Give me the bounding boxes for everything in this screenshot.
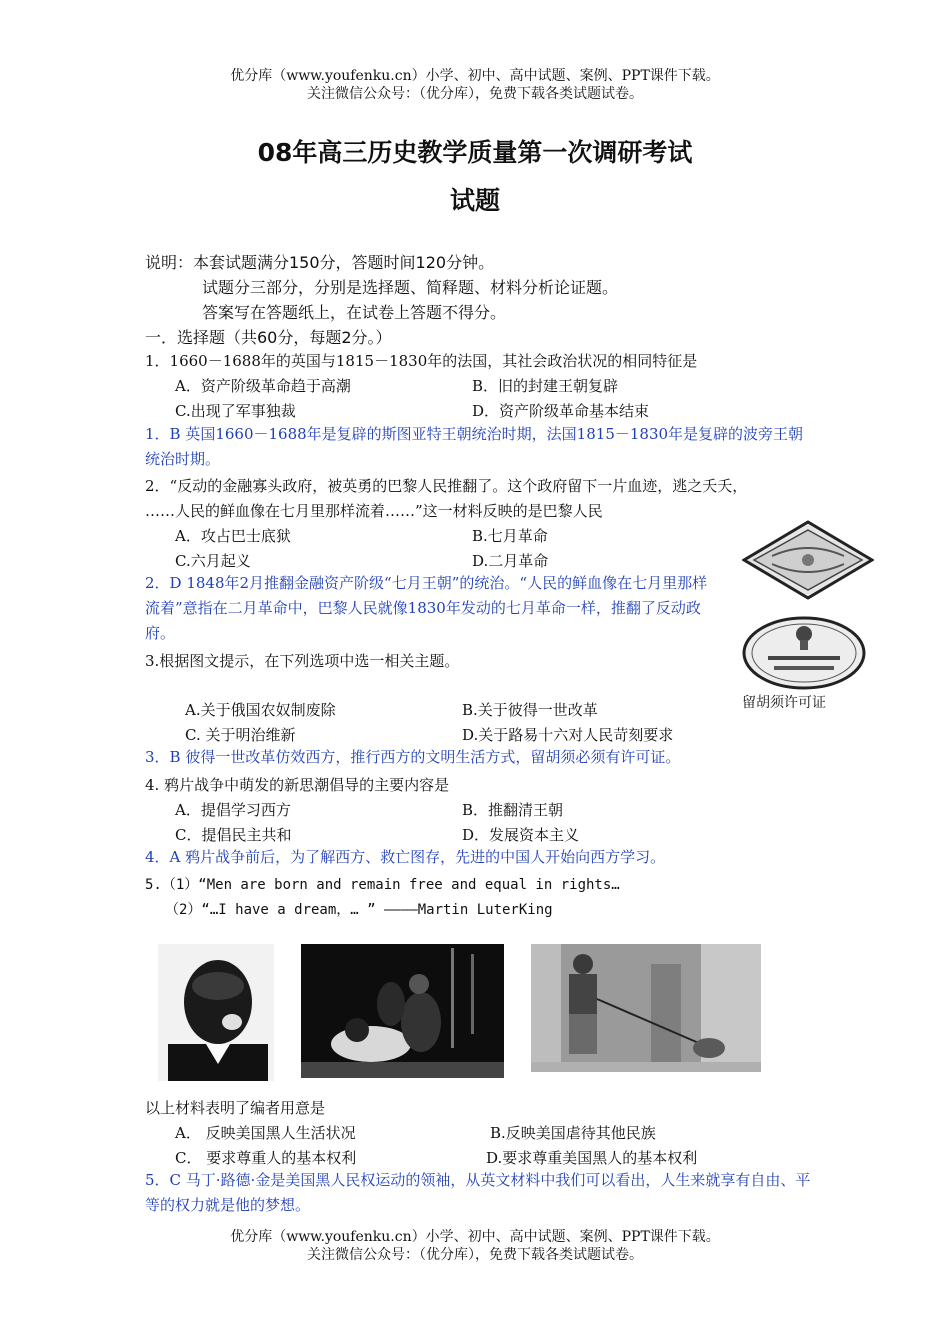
instruction-1: 说明：本套试题满分150分，答题时间120分钟。 — [145, 253, 495, 272]
footer-line-2: 关注微信公众号：（优分库），免费下载各类试题试卷。 — [307, 1247, 643, 1263]
photo-prison-abuse — [531, 944, 761, 1072]
q1-option-a: A．资产阶级革命趋于高潮 — [175, 377, 351, 395]
q2-option-c: C.六月起义 — [175, 552, 251, 570]
q2-stem-1: 2．“反动的金融寡头政府，被英勇的巴黎人民推翻了。这个政府留下一片血迹，逃之夭夭， — [145, 477, 748, 495]
page-subtitle: 试题 — [449, 186, 500, 215]
q4-option-d: D．发展资本主义 — [462, 826, 580, 844]
q2-answer: 2．D 1848年2月推翻金融资产阶级“七月王朝”的统治。“人民的鲜血像在七月里那样流着”意指在二月革命中，巴黎人民就像1830年发动的七月革命一样，推翻了反动政府。 — [145, 574, 708, 642]
section-heading: 一．选择题（共60分，每题2分。） — [145, 328, 392, 347]
q1-stem: 1．1660－1688年的英国与1815－1830年的法国，其社会政治状况的相同特征是 — [145, 352, 698, 370]
beard-token-diamond — [742, 520, 874, 600]
beard-license-caption: 留胡须许可证 — [742, 695, 826, 711]
q5-stem: 以上材料表明了编者用意是 — [145, 1099, 326, 1117]
header-line-2: 关注微信公众号：（优分库），免费下载各类试题试卷。 — [307, 86, 643, 102]
q4-answer: 4．A 鸦片战争前后，为了解西方、救亡图存，先进的中国人开始向西方学习。 — [145, 848, 666, 866]
photo-police-arrest — [301, 944, 504, 1078]
q5-option-c: C． 要求尊重人的基本权利 — [175, 1149, 357, 1167]
beard-token-round — [742, 616, 866, 690]
q5-option-d: D.要求尊重美国黑人的基本权利 — [486, 1149, 698, 1167]
q3-option-b: B.关于彼得一世改革 — [462, 701, 598, 719]
q4-option-b: B．推翻清王朝 — [462, 801, 564, 819]
q3-stem: 3.根据图文提示，在下列选项中选一相关主题。 — [145, 652, 460, 670]
q2-stem-2: ……人民的鲜血像在七月里那样流着……”这一材料反映的是巴黎人民 — [145, 502, 603, 520]
q1-answer: 1．B 英国1660－1688年是复辟的斯图亚特王朝统治时期，法国1815－1830年是复辟的波旁王朝统治时期。 — [145, 425, 804, 468]
q3-option-d: D.关于路易十六对人民苛刻要求 — [462, 726, 674, 744]
q3-option-c: C. 关于明治维新 — [185, 726, 296, 744]
page-title: 08年高三历史教学质量第一次调研考试 — [257, 138, 693, 167]
footer-line-1: 优分库（www.youfenku.cn）小学、初中、高中试题、案例、PPT课件下载。 — [230, 1229, 720, 1245]
q1-option-b: B．旧的封建王朝复辟 — [472, 377, 619, 395]
q2-option-b: B.七月革命 — [472, 527, 548, 545]
instruction-3: 答案写在答题纸上，在试卷上答题不得分。 — [202, 303, 507, 322]
instruction-2: 试题分三部分，分别是选择题、简释题、材料分析论证题。 — [202, 278, 619, 297]
q5-option-a: A． 反映美国黑人生活状况 — [175, 1124, 356, 1142]
q5-answer: 5．C 马丁·路德·金是美国黑人民权运动的领袖，从英文材料中我们可以看出，人生来就享有自由、平等的权力就是他的梦想。 — [145, 1171, 811, 1214]
q5-option-b: B.反映美国虐待其他民族 — [490, 1124, 656, 1142]
q3-option-a: A.关于俄国农奴制废除 — [185, 701, 336, 719]
q3-answer: 3．B 彼得一世改革仿效西方，推行西方的文明生活方式，留胡须必须有许可证。 — [145, 748, 681, 766]
q2-option-a: A．攻占巴士底狱 — [175, 527, 291, 545]
q4-option-a: A．提倡学习西方 — [175, 801, 291, 819]
photo-martin-luther-king — [158, 944, 274, 1081]
q5-quote-2: （2）“…I have a dream，… ” ————Martin LuterKing — [165, 902, 553, 918]
header-line-1: 优分库（www.youfenku.cn）小学、初中、高中试题、案例、PPT课件下载。 — [230, 68, 720, 84]
q4-option-c: C．提倡民主共和 — [175, 826, 292, 844]
q2-option-d: D.二月革命 — [472, 552, 549, 570]
q5-quote-1: 5.（1）“Men are born and remain free and equal in rights… — [145, 877, 620, 893]
q1-option-c: C.出现了军事独裁 — [175, 402, 296, 420]
q4-stem: 4. 鸦片战争中萌发的新思潮倡导的主要内容是 — [145, 776, 450, 794]
q1-option-d: D．资产阶级革命基本结束 — [472, 402, 650, 420]
